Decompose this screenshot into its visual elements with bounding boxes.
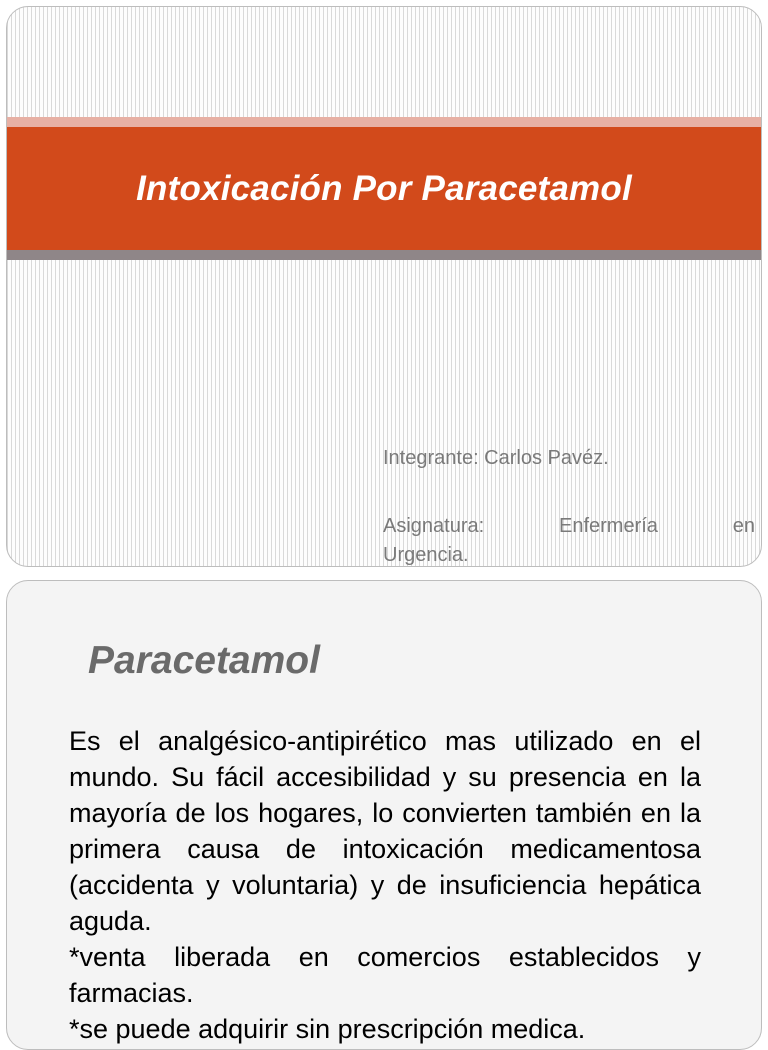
asignatura-text (383, 512, 761, 567)
asignatura-word: Asignatura: (383, 515, 485, 537)
body-paragraph: Es el analgésico-antipirético mas utilizado en el mundo. Su fácil accesibilidad y su presencia en la mayoría de los hogares, lo convierten también en la primera causa de intoxicación medicamentosa (accidenta y voluntaria) y de insuficiencia hepática aguda. (69, 726, 701, 936)
title-band-main (7, 127, 761, 250)
body-bullet-2: *se puede adquirir sin prescripción medica. (69, 1014, 586, 1044)
slide-title: Intoxicación Por Paracetamol (136, 168, 632, 208)
slide-heading: Paracetamol (88, 639, 320, 682)
body-bullet-1: *venta liberada en comercios establecidos y farmacias. (69, 942, 701, 1008)
asignatura-word: Enfermería (558, 515, 658, 537)
title-slide (6, 6, 762, 567)
title-band-top-stripe (7, 117, 761, 127)
integrante-text: Integrante: Carlos Pavéz. (383, 447, 609, 469)
title-band (7, 117, 761, 260)
asignatura-word: en (732, 515, 755, 537)
asignatura-line-1 (383, 512, 761, 541)
slide-body (69, 723, 701, 1047)
asignatura-line-2: Urgencia. (383, 544, 469, 566)
title-band-bottom-stripe (7, 250, 761, 260)
content-slide (6, 580, 762, 1050)
